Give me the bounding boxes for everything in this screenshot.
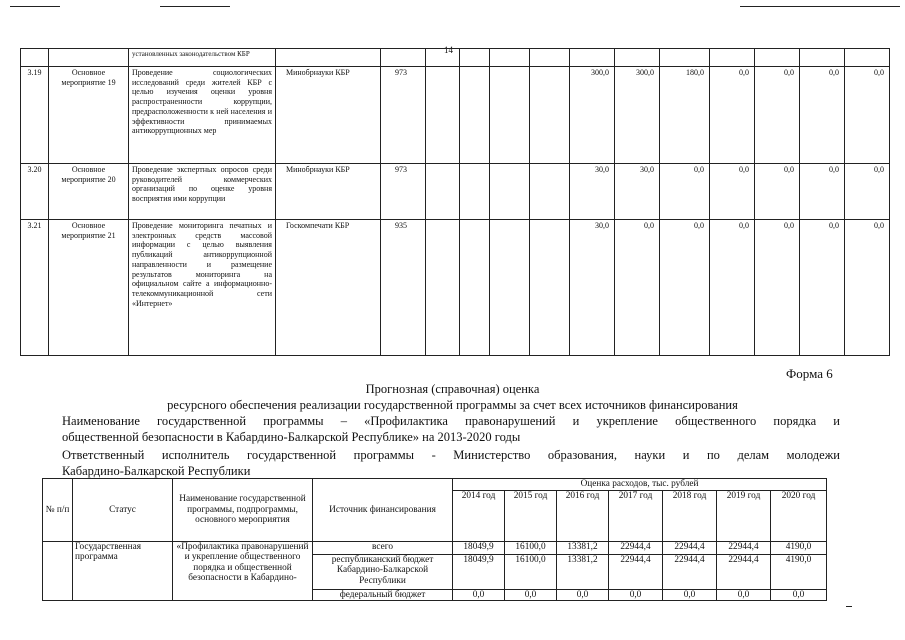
row-code: 973 (381, 164, 426, 220)
value-cell: 16100,0 (505, 554, 557, 589)
source-republic-budget: республиканский бюджет Кабардино-Балкарской Республики (313, 554, 453, 589)
row-code: 973 (381, 67, 426, 164)
value-cell: 0,0 (663, 589, 717, 601)
heading-executor-cont: Кабардино-Балкарской Республики (62, 464, 251, 478)
value-cell: 4190,0 (771, 541, 827, 554)
row-number: 3.21 (21, 220, 49, 356)
table-row (21, 220, 890, 356)
value-cell: 4190,0 (771, 554, 827, 589)
row-value: 0,0 (845, 220, 890, 356)
row-description: Проведение социологических исследований среди жителей КБР с целью изучения оценки уровня распространенности коррупции, предрасположенности к ней населения и эффективности принимаемых антикоррупционных мер (129, 67, 276, 164)
value-cell: 22944,4 (717, 554, 771, 589)
header-year: 2014 год (453, 490, 505, 541)
forecast-table (42, 478, 827, 601)
header-year: 2019 год (717, 490, 771, 541)
form-label: Форма 6 (786, 366, 833, 381)
row-value: 0,0 (845, 67, 890, 164)
row-value: 30,0 (570, 220, 615, 356)
value-cell: 22944,4 (609, 554, 663, 589)
row-code: 935 (381, 220, 426, 356)
table-row (21, 164, 890, 220)
heading-title: Прогнозная (справочная) оценка (365, 382, 540, 396)
row-value: 180,0 (660, 67, 710, 164)
header-year: 2018 год (663, 490, 717, 541)
source-total: всего (313, 541, 453, 554)
events-table (20, 48, 890, 356)
value-cell: 22944,4 (663, 541, 717, 554)
row-value: 300,0 (570, 67, 615, 164)
header-year: 2016 год (557, 490, 609, 541)
row-value: 30,0 (615, 164, 660, 220)
header-year: 2017 год (609, 490, 663, 541)
header-source: Источник финансирования (313, 479, 453, 542)
row-value: 0,0 (710, 67, 755, 164)
row-value: 0,0 (710, 164, 755, 220)
row-value: 0,0 (800, 164, 845, 220)
row-description: Проведение мониторинга печатных и электронных средств массовой информации с целью выявления публикаций антикоррупционной направленности и размещение результатов мониторинга на официальном сайте а информационно-телекоммуникационной сети «Интернет» (129, 220, 276, 356)
value-cell: 0,0 (557, 589, 609, 601)
table-row-continuation (21, 49, 890, 67)
value-cell: 18049,9 (453, 554, 505, 589)
value-cell: 22944,4 (609, 541, 663, 554)
value-cell: 22944,4 (663, 554, 717, 589)
value-cell: 0,0 (505, 589, 557, 601)
header-status: Статус (73, 479, 173, 542)
heading-executor: Ответственный исполнитель государственной программы - Министерство образования, науки и по делам молодежи (62, 448, 840, 462)
row-number: 3.19 (21, 67, 49, 164)
heading-program-name-cont: общественной безопасности в Кабардино-Балкарской Республике» на 2013-2020 годы (62, 430, 521, 444)
header-year: 2015 год (505, 490, 557, 541)
row-status: Основное мероприятие 21 (49, 220, 129, 356)
program-name: «Профилактика правонарушений и укрепление общественного порядка и общественной безопасности в Кабардино- (173, 541, 313, 601)
header-name: Наименование государственной программы, подпрограммы, основного мероприятия (173, 479, 313, 542)
value-cell: 0,0 (771, 589, 827, 601)
page-number: 14 (444, 45, 453, 55)
row-number: 3.20 (21, 164, 49, 220)
continuation-text: установленных законодательством КБР (129, 49, 276, 67)
value-cell: 0,0 (717, 589, 771, 601)
header-expenses: Оценка расходов, тыс. рублей (453, 479, 827, 491)
row-value: 0,0 (800, 220, 845, 356)
row-value: 0,0 (755, 67, 800, 164)
value-cell: 0,0 (609, 589, 663, 601)
row-value: 0,0 (660, 220, 710, 356)
row-value: 0,0 (755, 220, 800, 356)
top-rule-right (740, 6, 900, 7)
top-rule-center (160, 6, 230, 7)
header-num: № п/п (43, 479, 73, 542)
top-rule-left (10, 6, 60, 7)
row-executor: Минобрнауки КБР (276, 164, 381, 220)
source-federal-budget: федеральный бюджет (313, 589, 453, 601)
row-executor: Госкомпечати КБР (276, 220, 381, 356)
heading-subtitle: ресурсного обеспечения реализации государственной программы за счет всех источников финансирования (167, 398, 738, 412)
row-value: 0,0 (755, 164, 800, 220)
table-row (21, 67, 890, 164)
value-cell: 22944,4 (717, 541, 771, 554)
program-status: Государственная программа (73, 541, 173, 601)
value-cell: 18049,9 (453, 541, 505, 554)
heading-program-name: Наименование государственной программы – «Профилактика правонарушений и укрепление общественного порядка и (62, 414, 840, 428)
row-value: 0,0 (615, 220, 660, 356)
row-executor: Минобрнауки КБР (276, 67, 381, 164)
row-status: Основное мероприятие 19 (49, 67, 129, 164)
value-cell: 0,0 (453, 589, 505, 601)
row-value: 0,0 (800, 67, 845, 164)
row-value: 30,0 (570, 164, 615, 220)
scan-mark (846, 606, 852, 607)
table-row (43, 541, 827, 554)
value-cell: 13381,2 (557, 554, 609, 589)
value-cell: 16100,0 (505, 541, 557, 554)
row-status: Основное мероприятие 20 (49, 164, 129, 220)
row-description: Проведение экспертных опросов среди руководителей коммерческих организаций по оценке уровня восприятия ими коррупции (129, 164, 276, 220)
value-cell: 13381,2 (557, 541, 609, 554)
row-value: 300,0 (615, 67, 660, 164)
header-year: 2020 год (771, 490, 827, 541)
row-value: 0,0 (845, 164, 890, 220)
row-value: 0,0 (710, 220, 755, 356)
row-value: 0,0 (660, 164, 710, 220)
